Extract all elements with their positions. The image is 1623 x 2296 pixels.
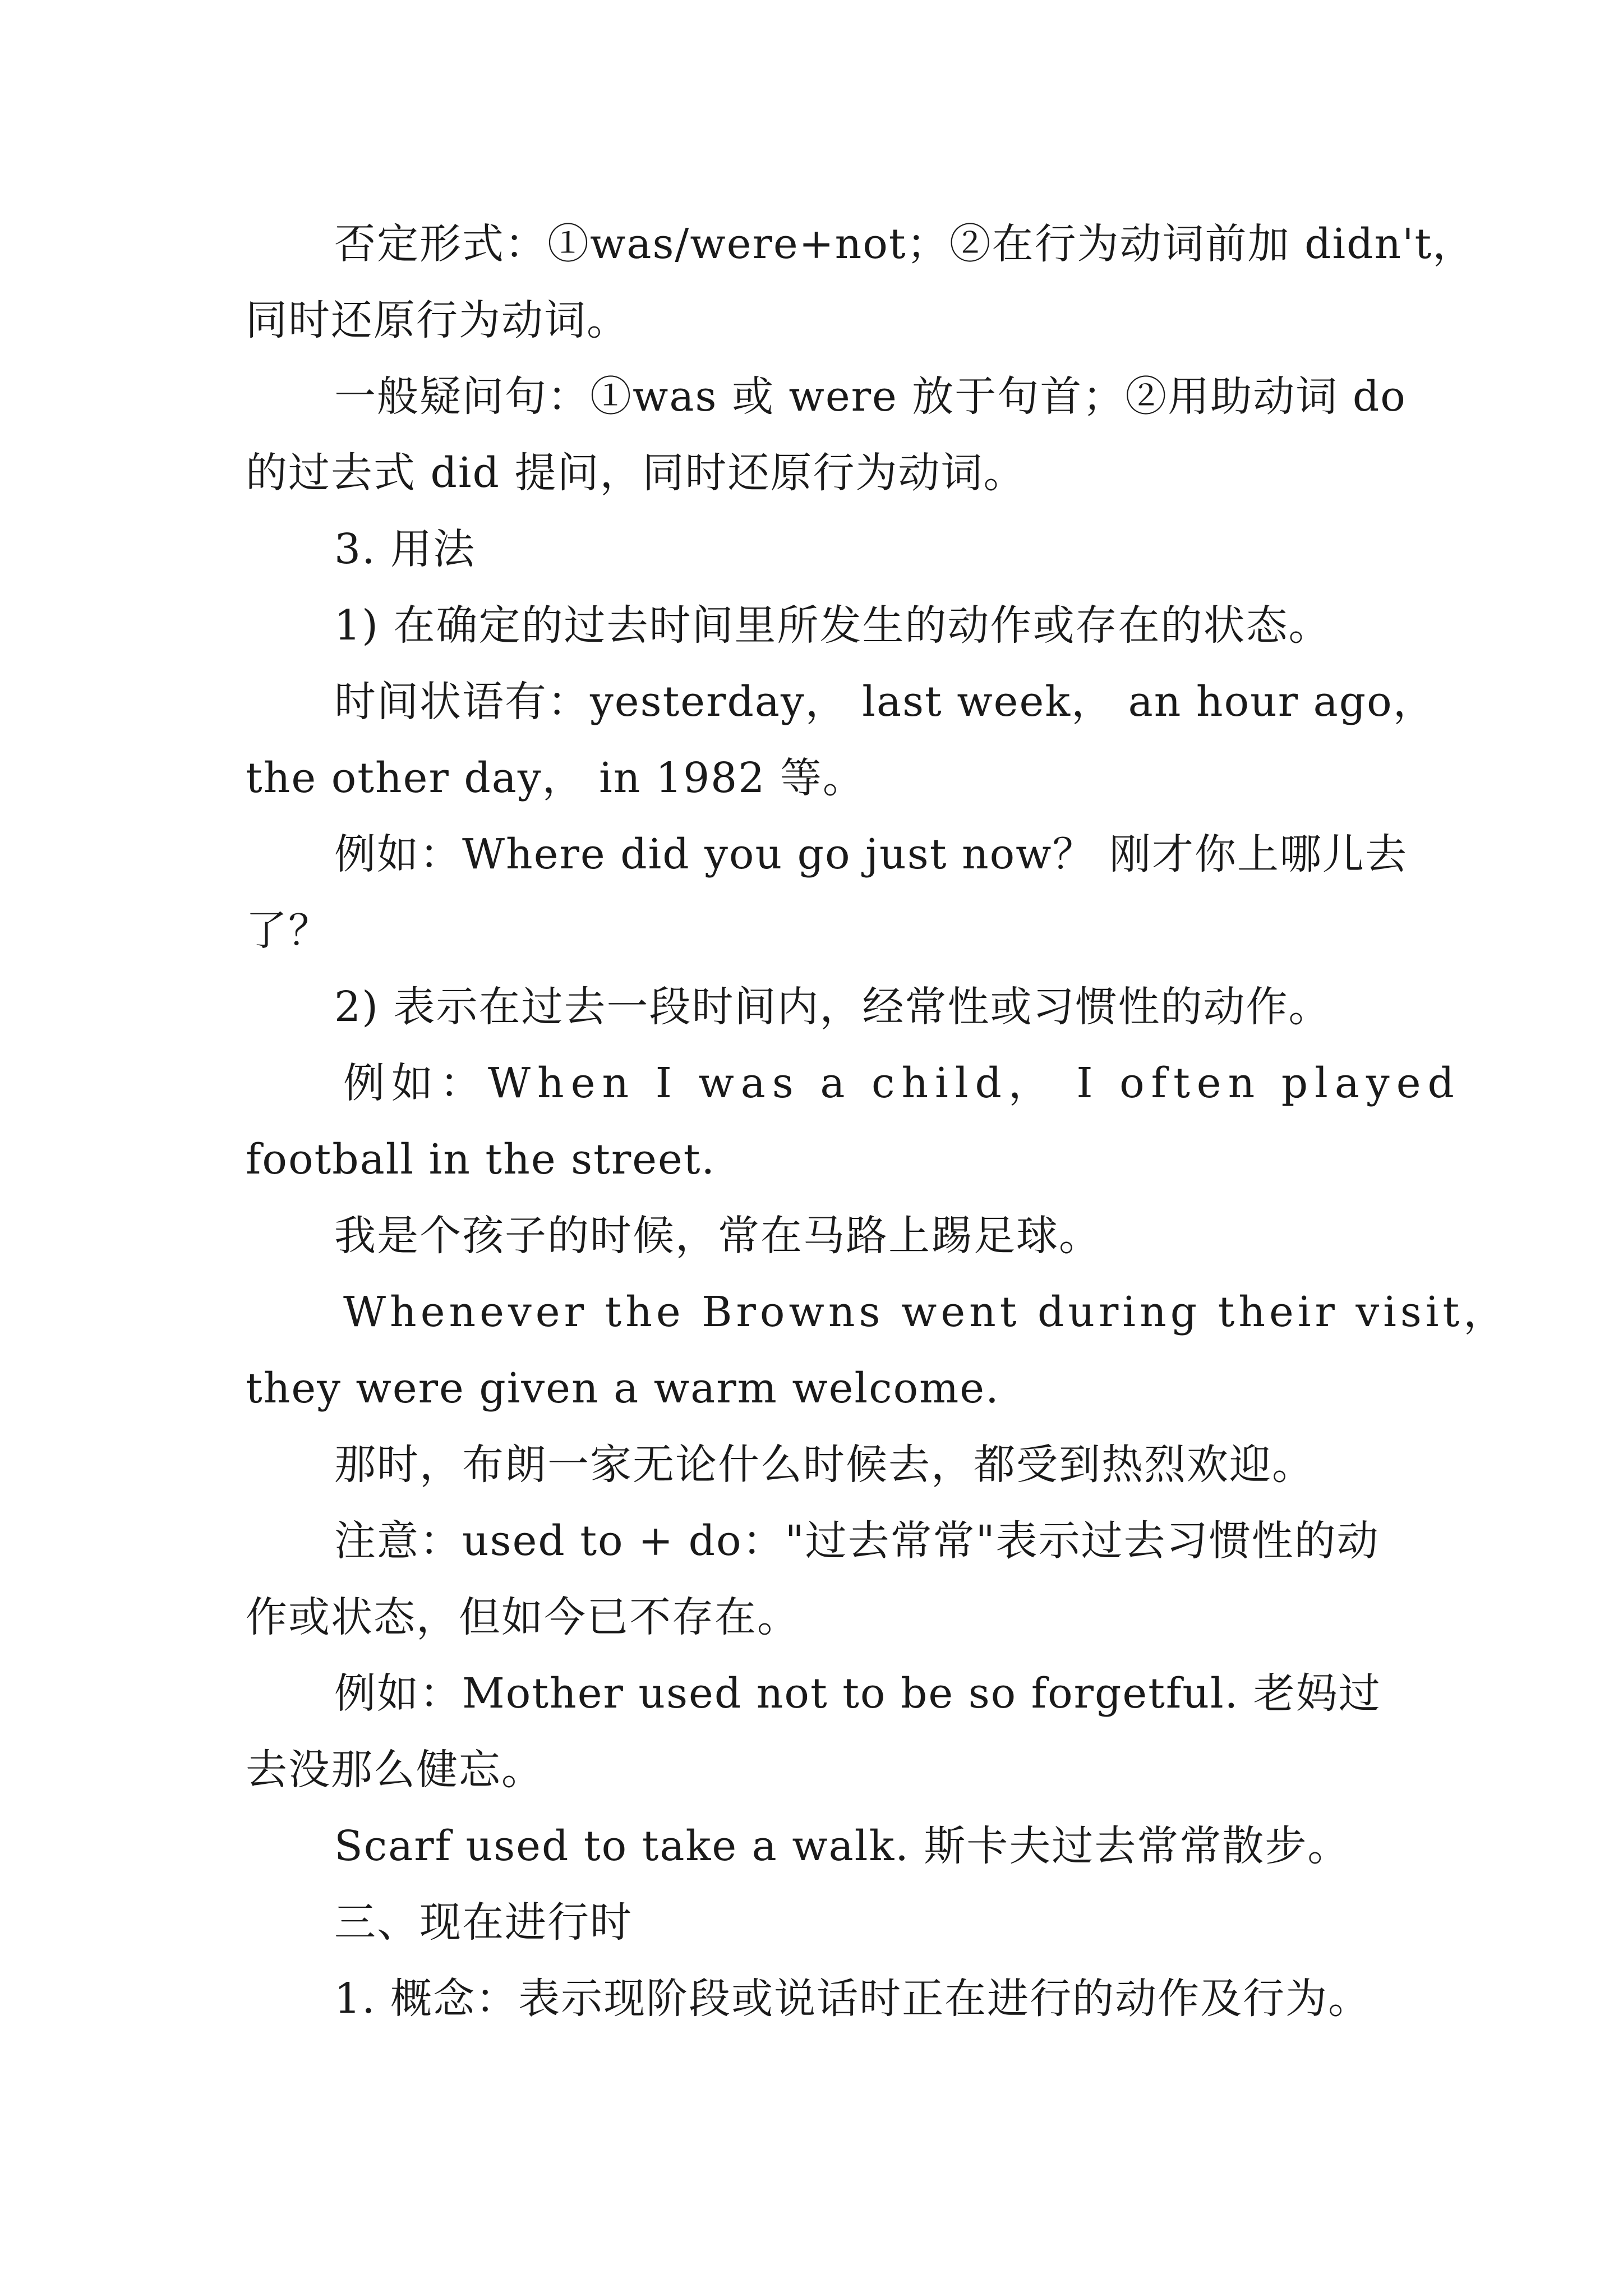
- example-line: 例如：Mother used not to be so forgetful. 老妈过: [334, 1669, 1381, 1718]
- section-heading: 三、现在进行时: [334, 1898, 633, 1947]
- translation-line: 那时，布朗一家无论什么时候去，都受到热烈欢迎。: [334, 1441, 1315, 1489]
- example-line: football in the street.: [246, 1135, 716, 1184]
- example-line: 例如：Where did you go just now？ 刚才你上哪儿去: [334, 830, 1408, 878]
- paragraph-line: 一般疑问句：①was 或 were 放于句首；②用助动词 do: [334, 372, 1407, 421]
- example-line: 去没那么健忘。: [246, 1746, 544, 1794]
- paragraph-line: 1) 在确定的过去时间里所发生的动作或存在的状态。: [334, 601, 1331, 650]
- paragraph-line: 同时还原行为动词。: [246, 296, 629, 344]
- paragraph-line: 1. 概念：表示现阶段或说话时正在进行的动作及行为。: [334, 1975, 1371, 2023]
- example-line: Whenever the Browns went during their visit，: [343, 1288, 1509, 1336]
- paragraph-line: 否定形式：①was/were+not；②在行为动词前加 didn't，: [334, 220, 1476, 268]
- section-heading: 3. 用法: [334, 525, 476, 573]
- paragraph-line: the other day， in 1982 等。: [246, 754, 865, 802]
- example-line: 例如：When I was a child， I often played: [343, 1059, 1461, 1107]
- example-line: Scarf used to take a walk. 斯卡夫过去常常散步。: [334, 1822, 1350, 1870]
- note-line: 注意：used to + do："过去常常"表示过去习惯性的动: [334, 1517, 1380, 1565]
- example-line: they were given a warm welcome.: [246, 1364, 1000, 1412]
- paragraph-line: 的过去式 did 提问，同时还原行为动词。: [246, 449, 1026, 497]
- paragraph-line: 时间状语有：yesterday， last week， an hour ago，: [334, 678, 1436, 726]
- note-line: 作或状态，但如今已不存在。: [246, 1593, 800, 1641]
- translation-line: 我是个孩子的时候，常在马路上踢足球。: [334, 1212, 1101, 1260]
- example-line: 了？: [246, 907, 331, 955]
- paragraph-line: 2) 表示在过去一段时间内，经常性或习惯性的动作。: [334, 983, 1331, 1031]
